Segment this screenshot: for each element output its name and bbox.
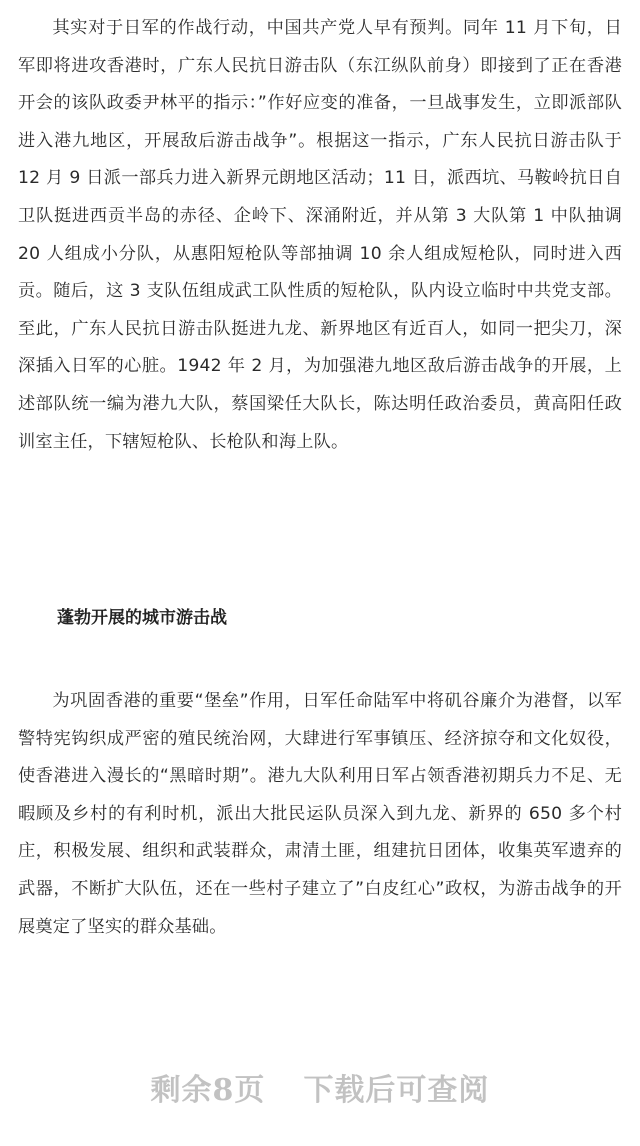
download-prompt-link[interactable]: 下载后可查阅 bbox=[303, 1073, 490, 1108]
download-banner[interactable] bbox=[0, 1062, 640, 1112]
article-paragraph: 其实对于日军的作战行动，中国共产党人早有预判。同年 11 月下旬，日军即将进攻香港时，广东人民抗日游击队（东江纵队前身）即接到了正在香港开会的该队政委尹林平的指示：”作好应变的准备，一旦战事发生，立即派部队进入港九地区，开展敌后游击战争”。根据这一指示，广东人民抗日游击队于 12 月 9 日派一部兵力进入新界元朗地区活动；11 日，派西坑、马鞍岭抗日自卫队挺进西贡半岛的赤径、企岭下、深涌附近，并从第 3 大队第 1 中队抽调 20 人组成小分队，从惠阳短枪队等部抽调 10 余人组成短枪队，同时进入西贡。随后，这 3 支队伍组成武工队性质的短枪队，队内设立临时中共党支部。至此，广东人民抗日游击队挺进九龙、新界地区有近百人，如同一把尖刀，深深插入日军的心脏。1942 年 2 月，为加强港九地区敌后游击战争的开展，上述部队统一编为港九大队，蔡国梁任大队长，陈达明任政治委员，黄高阳任政训室主任，下辖短枪队、长枪队和海上队。 bbox=[18, 18, 622, 452]
remaining-pages-label: 剩余8页 bbox=[150, 1073, 266, 1108]
section-heading: 蓬勃开展的城市游击战 bbox=[57, 608, 227, 628]
article-paragraph: 为巩固香港的重要“堡垒”作用，日军任命陆军中将矶谷廉介为港督，以军警特宪钩织成严密的殖民统治网，大肆进行军事镇压、经济掠夺和文化奴役，使香港进入漫长的“黑暗时期”。港九大队利用日军占领香港初期兵力不足、无暇顾及乡村的有利时机，派出大批民运队员深入到九龙、新界的 650 多个村庄，积极发展、组织和武装群众，肃清土匪，组建抗日团体，收集英军遗弃的武器，不断扩大队伍，还在一些村子建立了”白皮红心”政权，为游击战争的开展奠定了坚实的群众基础。 bbox=[18, 691, 622, 937]
